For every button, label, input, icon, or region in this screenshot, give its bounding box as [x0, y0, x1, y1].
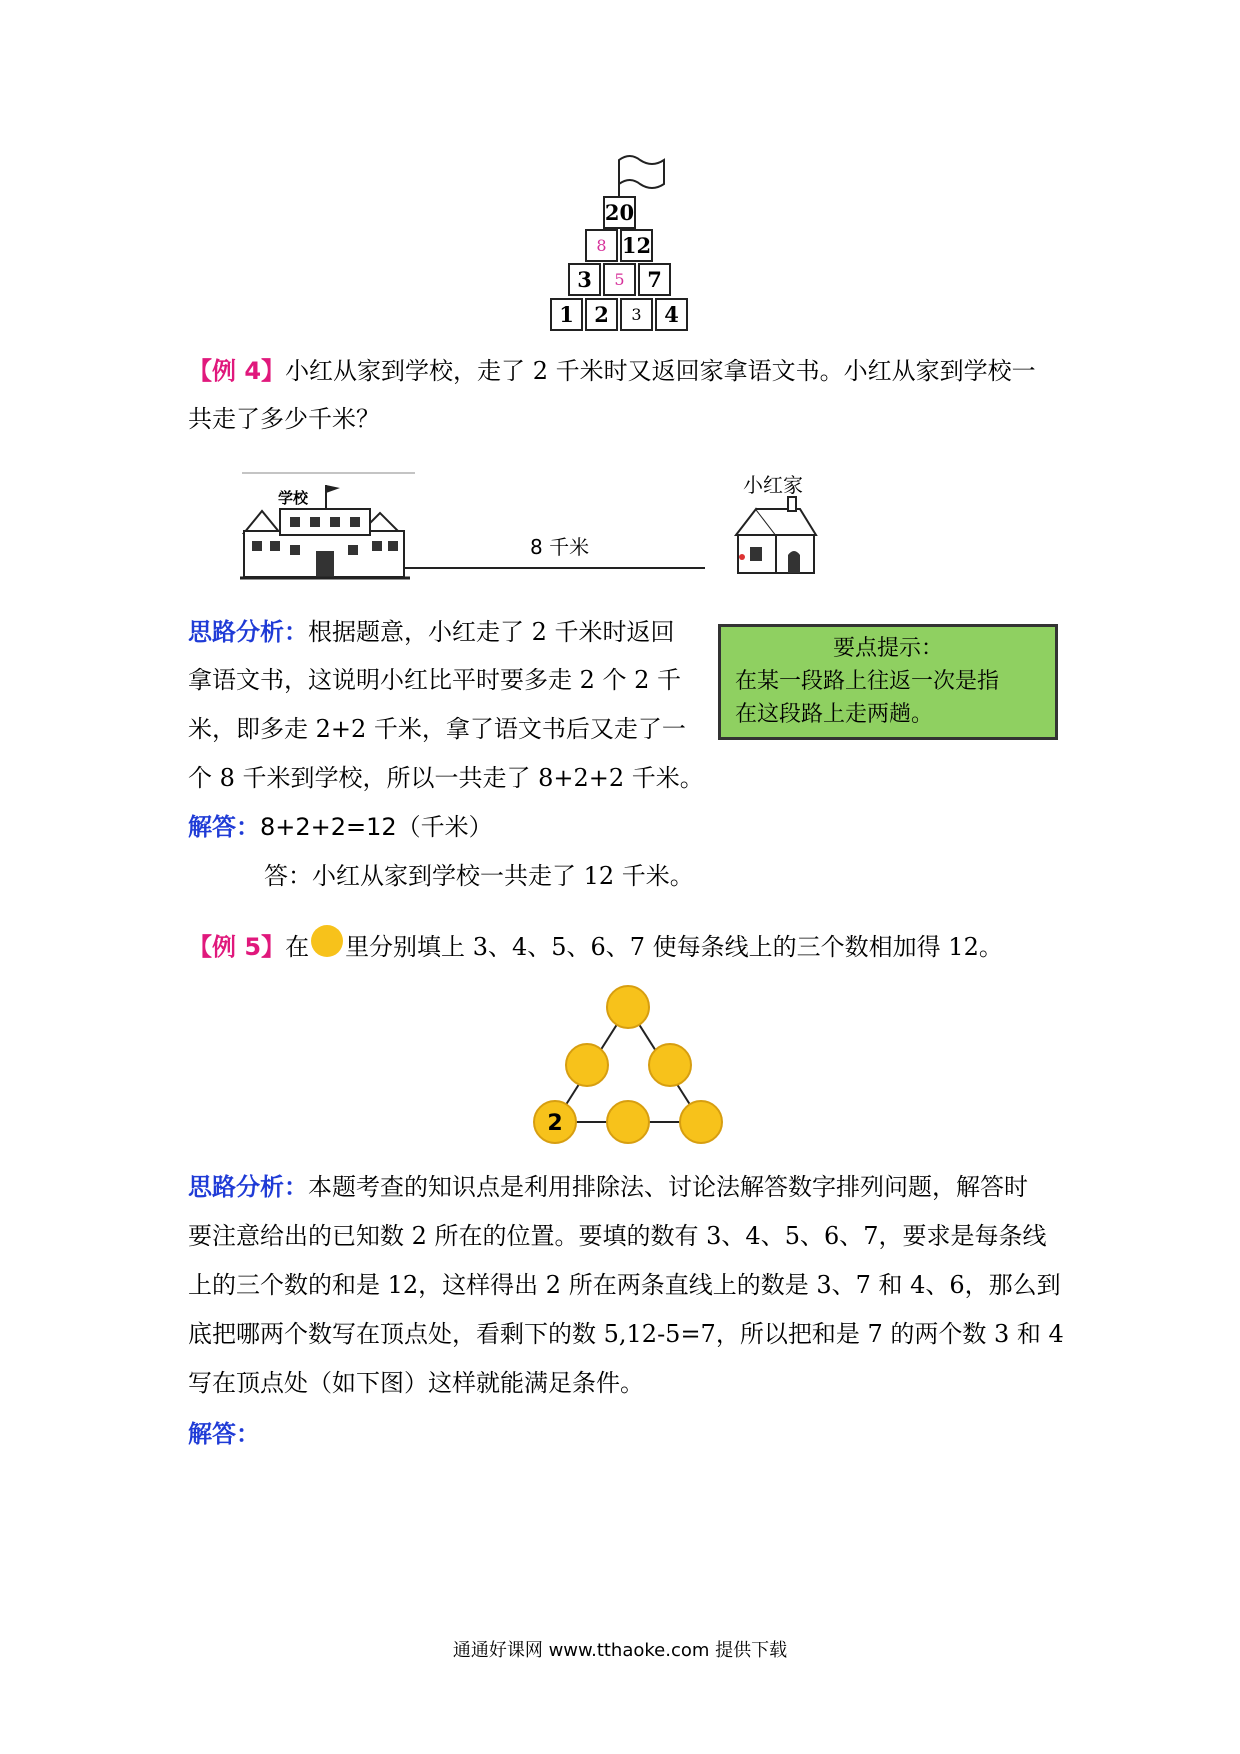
pyramid-cell-4: 4: [655, 298, 688, 331]
analysis-text: 根据题意，小红走了 2 千米时返回: [308, 618, 675, 646]
flag-icon: [540, 150, 720, 200]
example5-analysis-label: 思路分析：: [188, 1173, 308, 1201]
example4-answer-text: 答：小红从家到学校一共走了 12 千米。: [264, 862, 694, 890]
tip-line2: 在这段路上走两趟。: [735, 702, 934, 727]
example4-answer: [188, 812, 493, 842]
tip-line1: 在某一段路上往返一次是指: [735, 669, 1000, 694]
example5-text-after: 里分别填上 3、4、5、6、7 使每条线上的三个数相加得 12。: [345, 933, 1003, 961]
page-footer: 通通好课网 www.tthaoke.com 提供下载: [452, 1640, 788, 1661]
example5-tag: 【例 5】: [188, 933, 286, 961]
example4-analysis-line2: 拿语文书，这说明小红比平时要多走 2 个 2 千: [188, 666, 682, 694]
example5-question: [188, 925, 1003, 962]
pyramid-cell-2: 2: [585, 298, 618, 331]
example4-tag: 【例 4】: [188, 357, 286, 385]
tip-title: 要点提示：: [832, 636, 943, 661]
example4-question-line2: 共走了多少千米？: [188, 405, 380, 433]
pyramid-cell-5: 5: [603, 263, 636, 296]
example4-answer-expr: 8+2+2=12（千米）: [260, 813, 493, 841]
pyramid-cell-3b: 3: [620, 298, 653, 331]
given-number: 2: [547, 1111, 563, 1136]
example4-analysis-line1: [188, 617, 675, 647]
circle-placeholder-icon: [311, 925, 343, 957]
circle-left-middle: [566, 1044, 608, 1086]
circle-right-middle: [649, 1044, 691, 1086]
pyramid-cell-1: 1: [550, 298, 583, 331]
example4-question-line1: [188, 356, 1036, 386]
example4-analysis-label: 思路分析：: [188, 618, 308, 646]
example4-analysis-line3: 米，即多走 2+2 千米，拿了语文书后又走了一: [188, 715, 686, 743]
circle-bottom-middle: [607, 1101, 649, 1143]
route-figure: [240, 465, 820, 590]
example4-answer-label: 解答：: [188, 813, 260, 841]
route-line: [405, 567, 705, 569]
example4-question-text: 小红从家到学校，走了 2 千米时又返回家拿语文书。小红从家到学校一: [285, 357, 1036, 385]
example5-analysis-line3: 上的三个数的和是 12，这样得出 2 所在两条直线上的数是 3、7 和 4、6，那么到: [188, 1271, 1061, 1299]
distance-label: 8 千米: [530, 535, 590, 559]
school-building-icon: [240, 465, 420, 585]
example4-analysis-line4: 个 8 千米到学校，所以一共走了 8+2+2 千米。: [188, 764, 704, 792]
example5-analysis-line1: [188, 1172, 1028, 1202]
example5-answer-label: 解答：: [188, 1420, 260, 1448]
circle-top: [607, 986, 649, 1028]
example5-analysis-line2: 要注意给出的已知数 2 所在的位置。要填的数有 3、4、5、6、7，要求是每条线: [188, 1222, 1047, 1250]
house-icon: [730, 495, 820, 585]
number-pyramid-figure: [540, 150, 720, 340]
pyramid-cell-7: 7: [638, 263, 671, 296]
pyramid-cell-8: 8: [585, 229, 618, 262]
circle-bottom-right: [680, 1101, 722, 1143]
key-point-tip-box: [718, 624, 1058, 740]
pyramid-cell-20: 20: [603, 196, 636, 229]
home-label: 小红家: [743, 473, 803, 497]
pyramid-cell-3: 3: [568, 263, 601, 296]
example5-text-before: 在: [285, 933, 310, 961]
analysis-text: 本题考查的知识点是利用排除法、讨论法解答数字排列问题，解答时: [308, 1173, 1028, 1201]
pyramid-cell-12: 12: [620, 229, 653, 262]
example5-analysis-line4: 底把哪两个数写在顶点处，看剩下的数 5,12-5=7，所以把和是 7 的两个数 3 和 4: [188, 1320, 1064, 1348]
example5-analysis-line5: 写在顶点处（如下图）这样就能满足条件。: [188, 1369, 644, 1397]
triangle-circle-figure: [525, 980, 735, 1155]
school-sign: 学校: [278, 489, 309, 507]
